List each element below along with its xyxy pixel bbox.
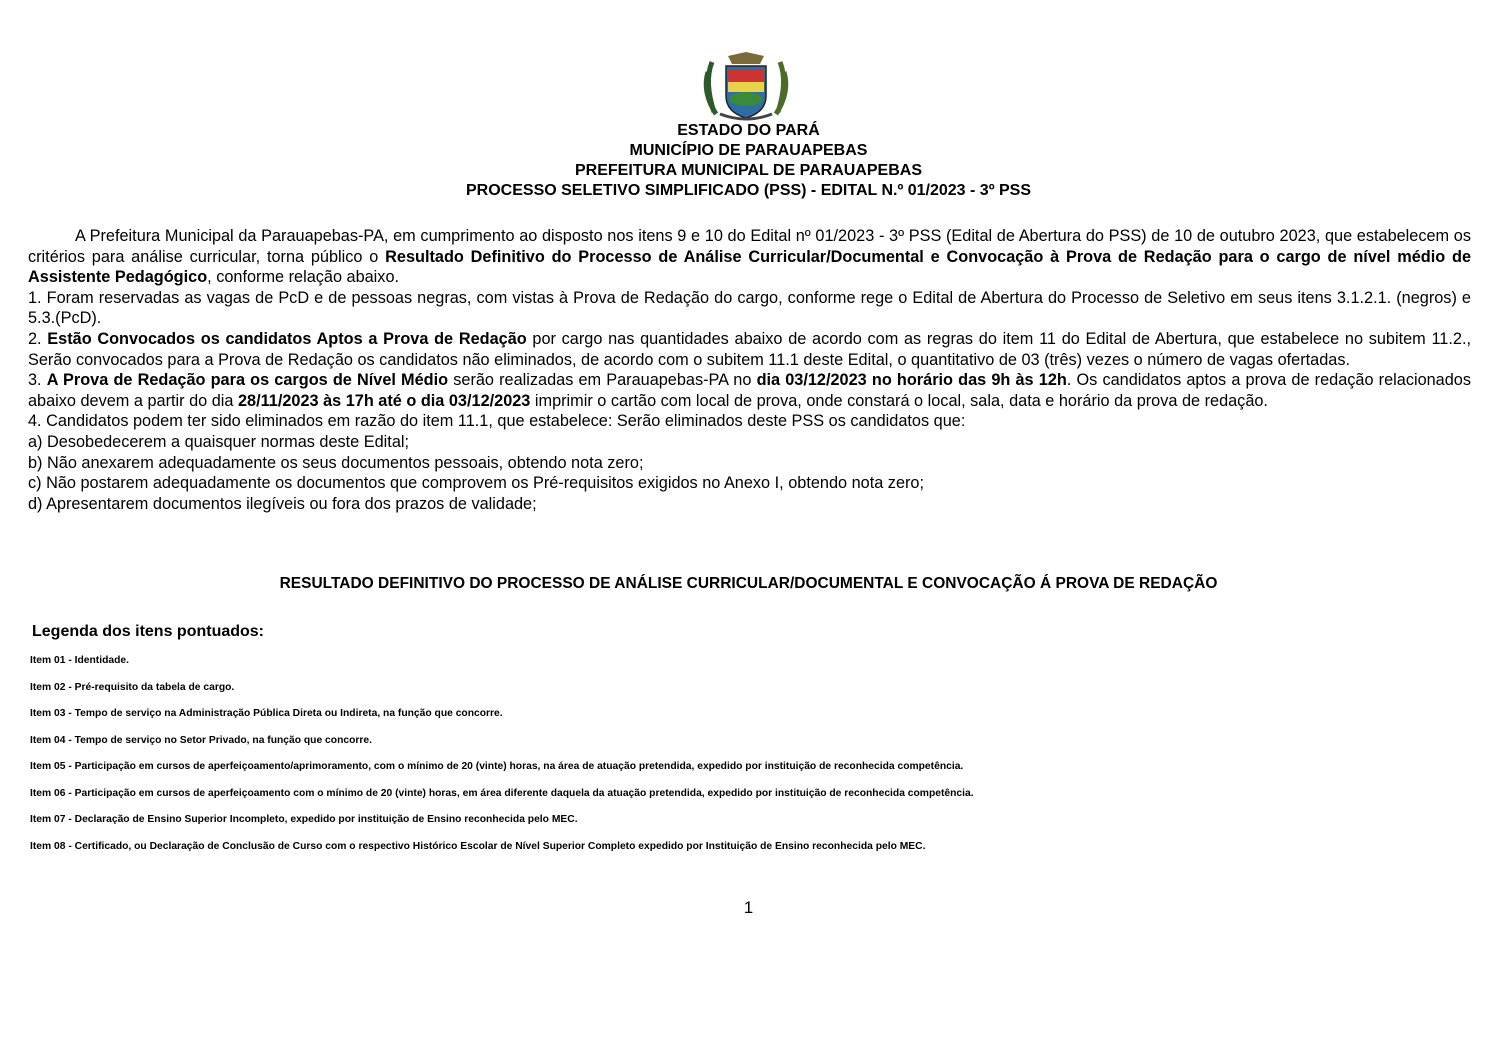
subitem-a: a) Desobedecerem a quaisquer normas deste Edital; <box>28 432 410 451</box>
item-2-paragraph <box>28 329 1471 370</box>
legend-item: Item 07 - Declaração de Ensino Superior Incompleto, expedido por instituição de Ensino reconhecida pelo MEC. <box>30 814 578 825</box>
header-state: ESTADO DO PARÁ <box>677 122 820 139</box>
header-prefecture: PREFEITURA MUNICIPAL DE PARAUAPEBAS <box>575 162 922 179</box>
item-3-text-3: imprimir o cartão com local de prova, onde constará o local, sala, data e horário da prova de redação. <box>530 391 1268 410</box>
item-3-bold: A Prova de Redação para os cargos de Nível Médio <box>46 371 449 390</box>
legend-item: Item 06 - Participação em cursos de aperfeiçoamento com o mínimo de 20 (vinte) horas, em área diferente daquela da atuação pretendida, expedido por instituição de reconhecida competência. <box>30 787 974 799</box>
intro-text-end: , conforme relação abaixo. <box>207 268 400 287</box>
header-municipality: MUNICÍPIO DE PARAUAPEBAS <box>629 142 868 159</box>
legend-item: Item 02 - Pré-requisito da tabela de cargo. <box>30 681 235 693</box>
item-3-number: 3. <box>28 371 47 390</box>
legend-item: Item 03 - Tempo de serviço na Administração Pública Direta ou Indireta, na função que concorre. <box>30 708 503 719</box>
legend-list <box>30 655 974 867</box>
item-1-paragraph: 1. Foram reservadas as vagas de PcD e de pessoas negras, com vistas à Prova de Redação do cargo, conforme rege o Edital de Abertura do Processo de Seletivo em seus itens 3.1.2.1. (negros) e 5.3.(PcD). <box>28 288 1471 328</box>
header-process: PROCESSO SELETIVO SIMPLIFICADO (PSS) - EDITAL N.º 01/2023 - 3º PSS <box>466 182 1031 199</box>
document-body <box>28 226 1471 514</box>
document-header <box>0 121 1497 201</box>
section-title: RESULTADO DEFINITIVO DO PROCESSO DE ANÁLISE CURRICULAR/DOCUMENTAL E CONVOCAÇÃO Á PROVA DE REDAÇÃO <box>279 575 1218 592</box>
legend-title: Legenda dos itens pontuados: <box>32 623 265 640</box>
subitem-c: c) Não postarem adequadamente os documentos que comprovem os Pré-requisitos exigidos no Anexo I, obtendo nota zero; <box>28 474 924 493</box>
legend-item: Item 01 - Identidade. <box>30 655 129 666</box>
item-3-paragraph <box>28 370 1471 411</box>
legend-item: Item 04 - Tempo de serviço no Setor Privado, na função que concorre. <box>30 734 372 746</box>
page-number: 1 <box>743 898 754 917</box>
intro-text: A Prefeitura Municipal da Parauapebas-PA, em cumprimento ao disposto nos itens 9 e 10 do Edital nº 01/2023 - 3º PSS (Edital de Abertura do PSS) de 10 de outubro 2023, que estabelecem os critérios para análise curricular, torna público o <box>28 227 1471 266</box>
item-2-text: por cargo nas quantidades abaixo de acordo com as regras do item 11 do Edital de Abertura, que estabelece no subitem 11.2., Serão convocados para a Prova de Redação os candidatos não eliminados, de acordo com o subitem 11.1 deste Edital, o quantitativo de 03 (três) vezes o número de vagas ofertadas. <box>28 329 1471 369</box>
item-3-period: 28/11/2023 às 17h até o dia 03/12/2023 <box>237 391 531 410</box>
item-3-text: serão realizadas em Parauapebas-PA no <box>448 371 757 390</box>
item-3-text-2: . Os candidatos aptos a prova de redação relacionados abaixo devem a partir do dia <box>28 371 1471 410</box>
item-2-bold: Estão Convocados os candidatos Aptos a Prova de Redação <box>47 329 527 348</box>
subitem-b: b) Não anexarem adequadamente os seus documentos pessoais, obtendo nota zero; <box>28 453 644 472</box>
coat-of-arms-logo <box>698 52 794 122</box>
subitem-d: d) Apresentarem documentos ilegíveis ou fora dos prazos de validade; <box>28 494 537 513</box>
item-3-date: dia 03/12/2023 no horário das 9h às 12h <box>756 371 1067 390</box>
legend-item: Item 08 - Certificado, ou Declaração de Conclusão de Curso com o respectivo Histórico Escolar de Nível Superior Completo expedido por Instituição de Ensino reconhecida pelo MEC. <box>30 840 926 852</box>
legend-item: Item 05 - Participação em cursos de aperfeiçoamento/aprimoramento, com o mínimo de 20 (vinte) horas, na área de atuação pretendida, expedido por instituição de reconhecida competência. <box>30 761 964 772</box>
item-2-number: 2. <box>28 329 48 348</box>
intro-paragraph <box>28 226 1471 288</box>
item-4-paragraph: 4. Candidatos podem ter sido eliminados em razão do item 11.1, que estabelece: Serão eliminados deste PSS os candidatos que: <box>28 412 966 431</box>
intro-bold: Resultado Definitivo do Processo de Análise Curricular/Documental e Convocação à Prova de Redação para o cargo de nível médio de Assistente Pedagógico <box>28 247 1472 287</box>
